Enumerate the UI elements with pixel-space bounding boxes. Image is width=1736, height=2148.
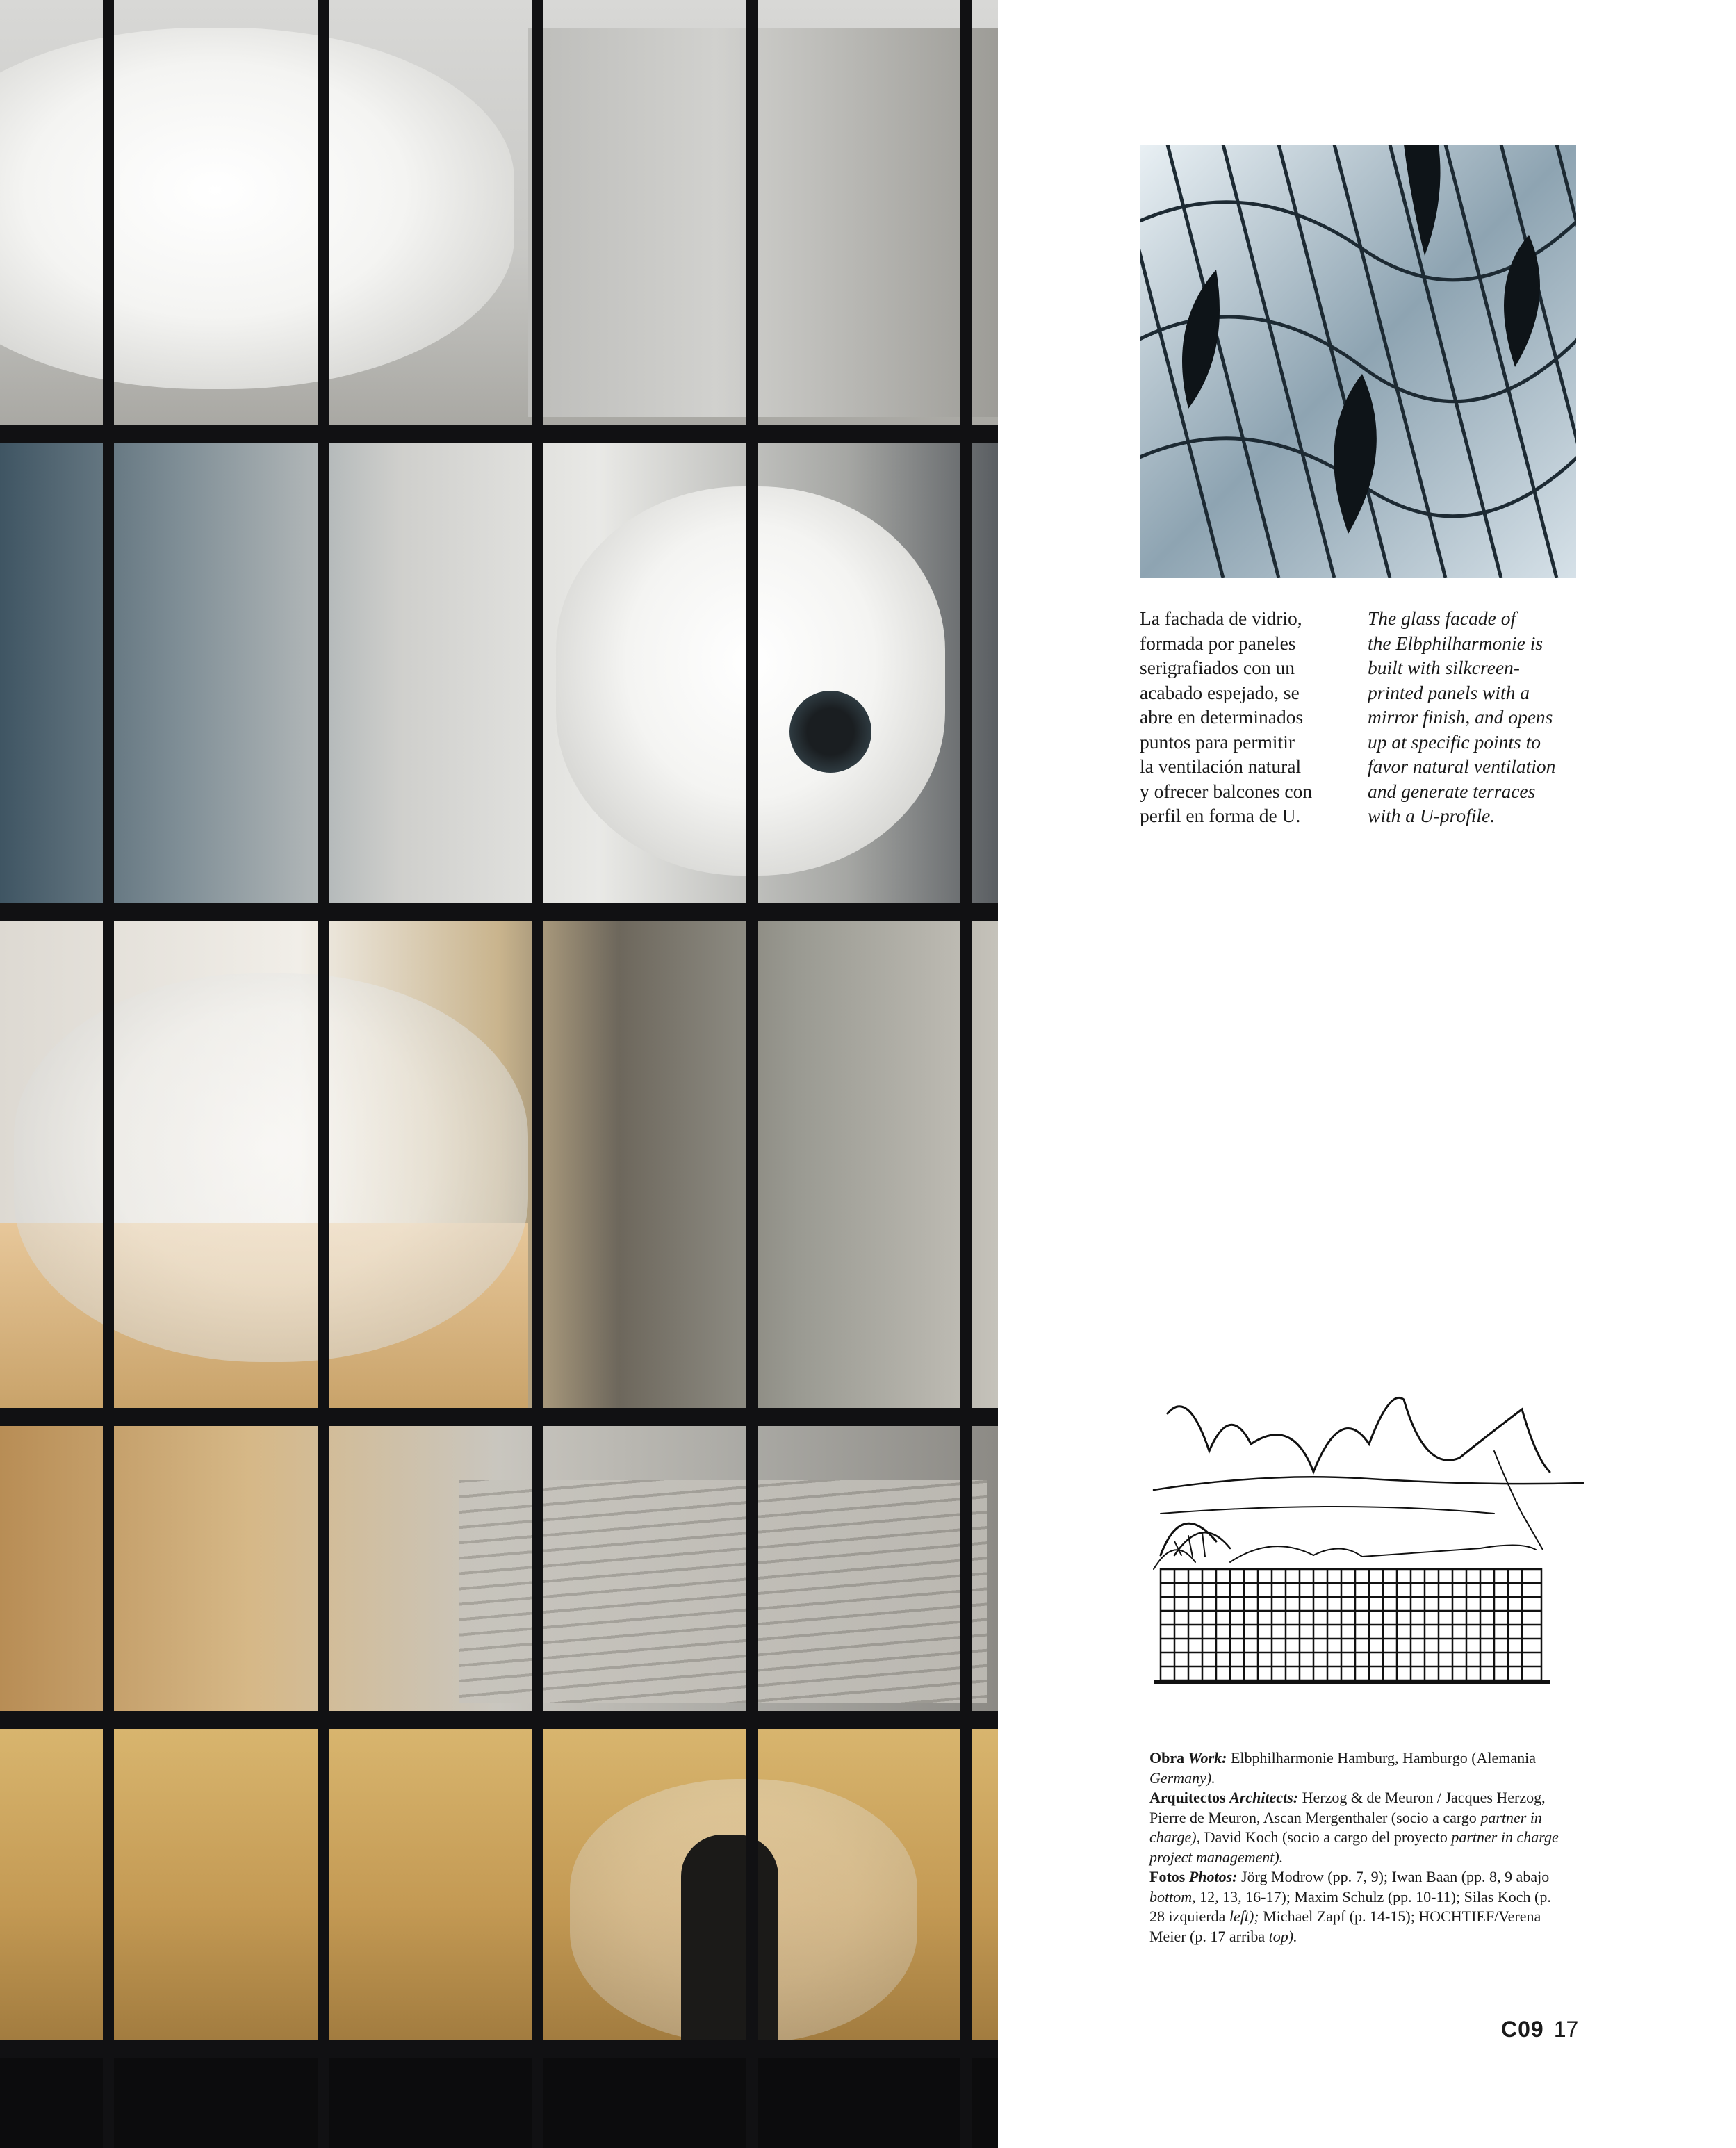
caption-es-line: formada por paneles	[1140, 632, 1296, 654]
architects-role-en: partner in charge),	[1149, 1808, 1542, 1846]
architects-text: Herzog & de Meuron / Jacques Herzog, Pierre de Meuron, Ascan Mergenthaler (socio a cargo	[1149, 1789, 1546, 1826]
work-label-en: Work:	[1188, 1749, 1227, 1766]
caption-es-line: acabado espejado, se	[1140, 681, 1300, 703]
photos-text: 12, 13, 16-17); Maxim Schulz (pp. 10-11); Silas Koch (p. 28 izquierda	[1149, 1887, 1551, 1925]
floor-2-porthole	[789, 691, 871, 773]
caption-es-line: y ofrecer balcones con	[1140, 780, 1313, 802]
mullion	[318, 0, 329, 2148]
caption-en-line: the Elbphilharmonie is	[1368, 632, 1543, 654]
page-number: 17	[1553, 2017, 1579, 2042]
work-label: Obra	[1149, 1749, 1185, 1766]
photos-top-en: top).	[1268, 1927, 1297, 1945]
architects-text: David Koch (socio a cargo del proyecto	[1204, 1828, 1448, 1846]
caption-es-line: abre en determinados	[1140, 706, 1304, 728]
page-folio	[1501, 2017, 1578, 2042]
floor-1-right-panels	[528, 28, 998, 417]
caption-es-line: puntos para permitir	[1140, 730, 1295, 753]
photos-text: Jörg Modrow (pp. 7, 9); Iwan Baan (pp. 8, 9 abajo	[1241, 1868, 1550, 1885]
architects-label: Arquitectos	[1149, 1789, 1226, 1806]
architects-label-en: Architects:	[1229, 1789, 1299, 1806]
facade-detail-graphic	[1140, 145, 1576, 578]
caption-en-line: and generate terraces	[1368, 780, 1536, 802]
floor-3-bubble	[14, 973, 528, 1362]
transom	[0, 903, 998, 921]
floor-1-bubble	[0, 28, 514, 389]
photos-text: Michael Zapf (p. 14-15); HOCHTIEF/Verena Meier (p. 17 arriba	[1149, 1908, 1541, 1945]
caption-es-line: La fachada de vidrio,	[1140, 607, 1302, 629]
caption-en-line: up at specific points to	[1368, 730, 1541, 753]
caption-spanish	[1140, 606, 1338, 828]
architect-sketch	[1133, 1375, 1586, 1712]
ground-dark-band	[0, 2049, 998, 2148]
project-credits	[1149, 1748, 1566, 1946]
work-text: Elbphilharmonie Hamburg, Hamburgo (Alemania	[1230, 1749, 1537, 1766]
caption-en-line: favor natural ventilation	[1368, 755, 1556, 777]
facade-detail-photo	[1140, 145, 1576, 578]
caption-es-line: la ventilación natural	[1140, 755, 1302, 777]
mullion	[746, 0, 758, 2148]
caption-en-line: with a U-profile.	[1368, 805, 1496, 826]
caption-english	[1368, 606, 1566, 828]
caption-en-line: printed panels with a	[1368, 681, 1530, 703]
transom	[0, 1408, 998, 1426]
magazine-code: C09	[1501, 2017, 1544, 2042]
transom	[0, 425, 998, 443]
caption-en-line: built with silkcreen-	[1368, 657, 1520, 678]
caption-es-line: perfil en forma de U.	[1140, 805, 1301, 826]
photos-label: Fotos	[1149, 1868, 1186, 1885]
caption-en-line: The glass facade of	[1368, 607, 1516, 629]
caption-en-line: mirror finish, and opens	[1368, 706, 1553, 728]
photos-label-en: Photos:	[1188, 1868, 1238, 1885]
mullion	[532, 0, 543, 2148]
caption-es-line: serigrafiados con un	[1140, 657, 1295, 678]
sketch-grid	[1154, 1569, 1550, 1682]
architects-role-en: partner in charge project management).	[1149, 1828, 1559, 1866]
photos-left-en: left);	[1229, 1908, 1259, 1925]
work-country-en: Germany).	[1149, 1769, 1215, 1787]
transom	[0, 1711, 998, 1729]
photos-bottom-en: bottom,	[1149, 1887, 1196, 1905]
transom	[0, 2040, 998, 2058]
mullion	[960, 0, 972, 2148]
floor-5-dark-core	[681, 1835, 778, 2043]
mullion	[103, 0, 114, 2148]
